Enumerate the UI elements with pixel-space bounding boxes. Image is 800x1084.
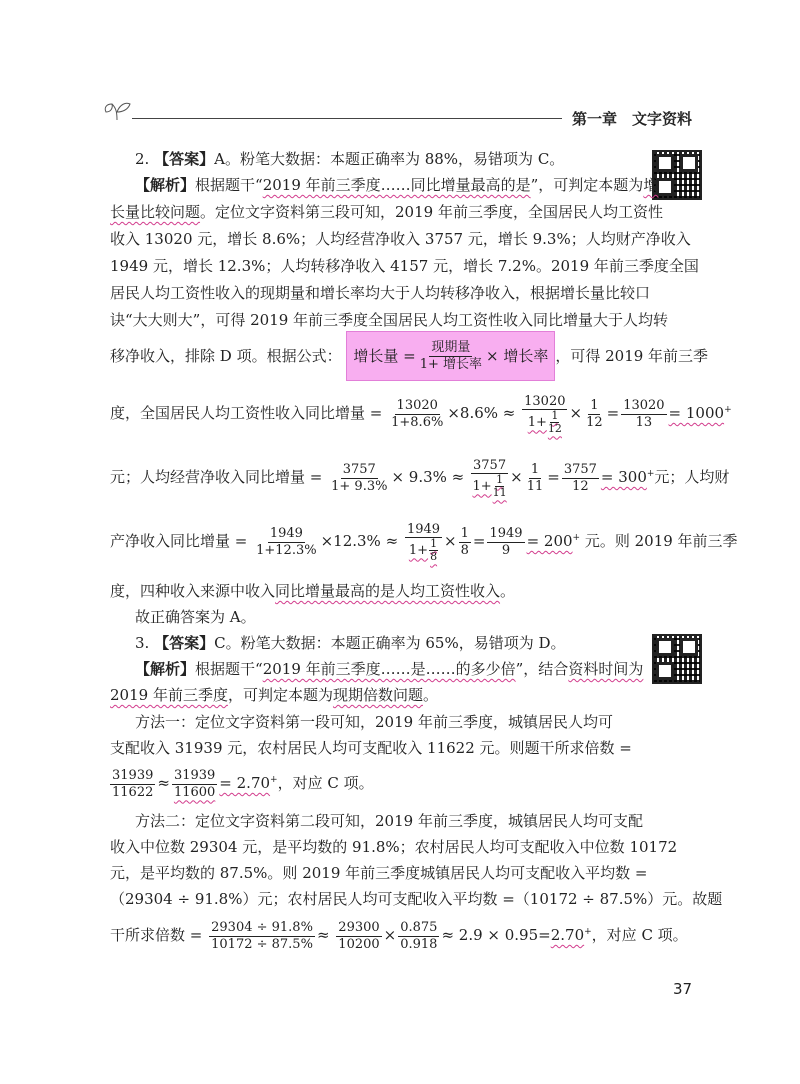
q3-method1-calc: $\frac{31939}{11622}$ ≈ $\frac{31939}{11600}$ = 2.70+，对应 C 项。	[112, 767, 374, 800]
q3-text-line: 2019 年前三季度，可判定本题为现期倍数问题。	[110, 686, 438, 704]
formula-highlight: 增长量 = $\frac{\text{现期量}}{\text{1+ 增长率}}$ × 增长率	[346, 331, 555, 381]
q3-method1-line: 方法一：定位文字资料第一段可知，2019 年前三季度，城镇居民人均可	[135, 713, 613, 731]
q3-method2-line: 方法二：定位文字资料第二段可知，2019 年前三季度，城镇居民人均可支配	[135, 812, 643, 830]
q2-calc-line: 度，全国居民人均工资性收入同比增量 = $\frac{13020}{1+8.6\%}$ ×8.6% ≈ 13020 1+ $\frac{1}{12}$ × $\frac{1}{12}$ = $\frac{13020}{13}$ = 1000+	[110, 393, 732, 435]
q3-method2-line: 收入中位数 29304 元，是平均数的 91.8%；农村居民人均可支配收入中位数 10172	[110, 838, 678, 856]
q3-analysis-line: 【解析】根据题干“2019 年前三季度……是……的多少倍”，结合资料时间为	[135, 660, 644, 678]
q2-calc-line: 元；人均经营净收入同比增量 = $\frac{3757}{1+ 9.3\%}$ × 9.3% ≈ 3757 1+ $\frac{1}{11}$ × $\frac{1}{11}$ = $\frac{3757}{12}$ = 300+元；人均财	[110, 457, 730, 499]
page-number: 37	[673, 980, 693, 998]
q2-analysis-line: 【解析】根据题干“2019 年前三季度……同比增量最高的是”，可判定本题为增	[135, 176, 659, 194]
leaf-sprout-icon	[102, 96, 132, 122]
q2-conclusion-line: 度，四种收入来源中收入同比增量最高的是人均工资性收入。	[110, 582, 516, 600]
q2-final-answer: 故正确答案为 A。	[135, 608, 256, 626]
q2-text-line: 长量比较问题。定位文字资料第三段可知，2019 年前三季度，全国居民人均工资性	[110, 203, 663, 221]
chapter-title: 第一章 文字资料	[572, 110, 693, 128]
qr-code-icon	[652, 634, 702, 684]
q2-text-line: 收入 13020 元，增长 8.6%；人均经营净收入 3757 元，增长 9.3%；人均财产净收入	[110, 230, 691, 248]
q2-text-line: 1949 元，增长 12.3%；人均转移净收入 4157 元，增长 7.2%。2019 年前三季度全国	[110, 257, 699, 275]
qr-code-icon	[652, 150, 702, 200]
q3-method2-line: （29304 ÷ 91.8%）元；农村居民人均可支配收入平均数 =（10172 ÷ 87.5%）元。故题	[110, 890, 723, 908]
q2-formula-line: 移净收入，排除 D 项。根据公式： 增长量 = $\frac{\text{现期量}}{\text{1+ 增长率}}$ × 增长率 ，可得 2019 年前三季	[110, 331, 708, 381]
header-rule	[132, 118, 562, 119]
q2-text-line: 诀“大大则大”，可得 2019 年前三季度全国居民人均工资性收入同比增量大于人均转	[110, 311, 669, 329]
q3-method1-line: 支配收入 31939 元，农村居民人均可支配收入 11622 元。则题干所求倍数 =	[110, 739, 632, 757]
q2-answer-line: 2. 【答案】A。粉笔大数据：本题正确率为 88%，易错项为 C。	[135, 150, 565, 168]
q3-method2-calc: 干所求倍数 = $\frac{29304 \div 91.8\%}{10172 \div 87.5\%}$ ≈ $\frac{29300}{10200}$ × $\frac{0.875}{0.918}$ ≈ 2.9 × 0.95=2.70+，对应 C 项。	[110, 919, 688, 952]
q2-text-line: 居民人均工资性收入的现期量和增长率均大于人均转移净收入，根据增长量比较口	[110, 284, 651, 302]
q3-method2-line: 元，是平均数的 87.5%。则 2019 年前三季度城镇居民人均可支配收入平均数 =	[110, 864, 648, 882]
q2-calc-line: 产净收入同比增量 = $\frac{1949}{1+12.3\%}$ ×12.3% ≈ 1949 1+ $\frac{1}{8}$ × $\frac{1}{8}$ = $\frac{1949}{9}$ = 200+ 元。则 2019 年前三季	[110, 521, 738, 563]
header-ornament	[102, 96, 132, 122]
q3-answer-line: 3. 【答案】C。粉笔大数据：本题正确率为 65%，易错项为 D。	[135, 634, 566, 652]
